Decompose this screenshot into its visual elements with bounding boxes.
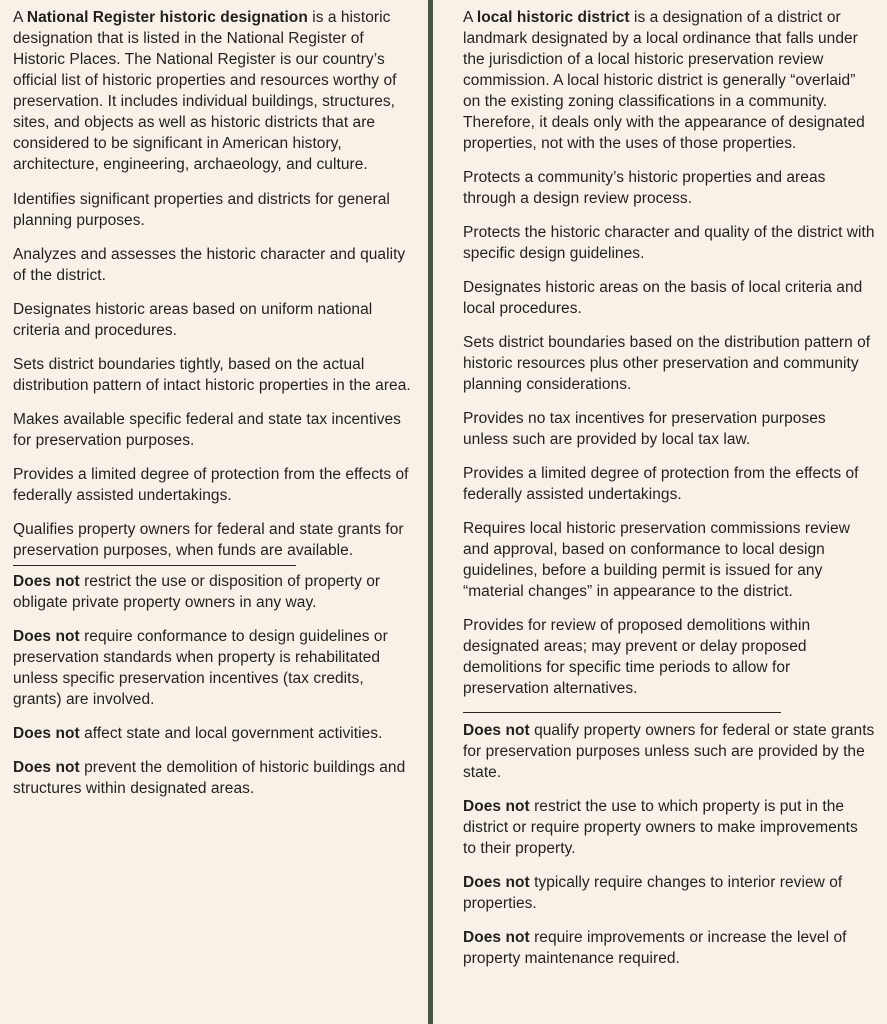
list-item: Analyzes and assesses the historic character and quality of the district. [13,246,406,284]
national-register-term: National Register historic designation [26,9,308,26]
does-not-item: Does not qualify property owners for federal or state grants for preservation purposes unless such are provided by the state. [463,722,875,781]
does-not-item: Does not prevent the demolition of historic buildings and structures within designated areas. [13,759,406,797]
national-register-intro: A National Register historic designation is a historic designation that is listed in the National Register of Historic Places. The National Register is our country’s official list of historic properties and resources worthy of preservation. It includes individual buildings, structures, sites, and objects as well as historic districts that are considered to be significant in American history, architecture, engineering, archaeology, and culture. [13,9,397,173]
does-not-item: Does not affect state and local government activities. [13,725,383,742]
list-item: Requires local historic preservation commissions review and approval, based on conformance to local design guidelines, before a building permit is issued for any “material changes” in appearance to the district. [463,520,850,600]
list-item: Sets district boundaries tightly, based on the actual distribution pattern of intact historic properties in the area. [13,356,411,394]
list-item: Designates historic areas on the basis of local criteria and local procedures. [463,279,863,317]
list-item: Designates historic areas based on uniform national criteria and procedures. [13,301,373,339]
list-item: Sets district boundaries based on the distribution pattern of historic resources plus other preservation and community planning considerations. [463,334,871,393]
list-item: Makes available specific federal and state tax incentives for preservation purposes. [13,411,401,449]
column-divider [428,0,433,1024]
does-not-item: Does not restrict the use to which property is put in the district or require property owners to make improvements to their property. [463,798,858,857]
section-divider-rule [463,712,781,713]
section-divider-rule [13,565,296,566]
list-item: Qualifies property owners for federal and state grants for preservation purposes, when funds are available. [13,521,404,559]
local-district-intro: A local historic district is a designation of a district or landmark designated by a local ordinance that falls under the jurisdiction of a local historic preservation review commission. A local historic district is generally “overlaid” on the existing zoning classifications in a community. Therefore, it deals only with the appearance of designated properties, not with the uses of those properties. [463,9,865,152]
list-item: Protects the historic character and quality of the district with specific design guidelines. [463,224,875,262]
national-register-column [13,0,413,799]
does-not-item: Does not typically require changes to interior review of properties. [463,874,843,912]
list-item: Provides for review of proposed demolitions within designated areas; may prevent or delay proposed demolitions for specific time periods to allow for preservation alternatives. [463,617,811,697]
does-not-item: Does not require improvements or increase the level of property maintenance required. [463,929,847,967]
local-district-column [463,0,875,969]
list-item: Provides a limited degree of protection from the effects of federally assisted undertakings. [13,466,409,504]
does-not-item: Does not restrict the use or disposition of property or obligate private property owners in any way. [13,573,381,611]
list-item: Identifies significant properties and districts for general planning purposes. [13,191,390,229]
local-district-term: local historic district [476,9,630,26]
list-item: Provides a limited degree of protection from the effects of federally assisted undertakings. [463,465,859,503]
does-not-item: Does not require conformance to design guidelines or preservation standards when property is rehabilitated unless specific preservation incentives (tax credits, grants) are involved. [13,628,388,708]
list-item: Provides no tax incentives for preservation purposes unless such are provided by local tax law. [463,410,826,448]
list-item: Protects a community’s historic properties and areas through a design review process. [463,169,826,207]
